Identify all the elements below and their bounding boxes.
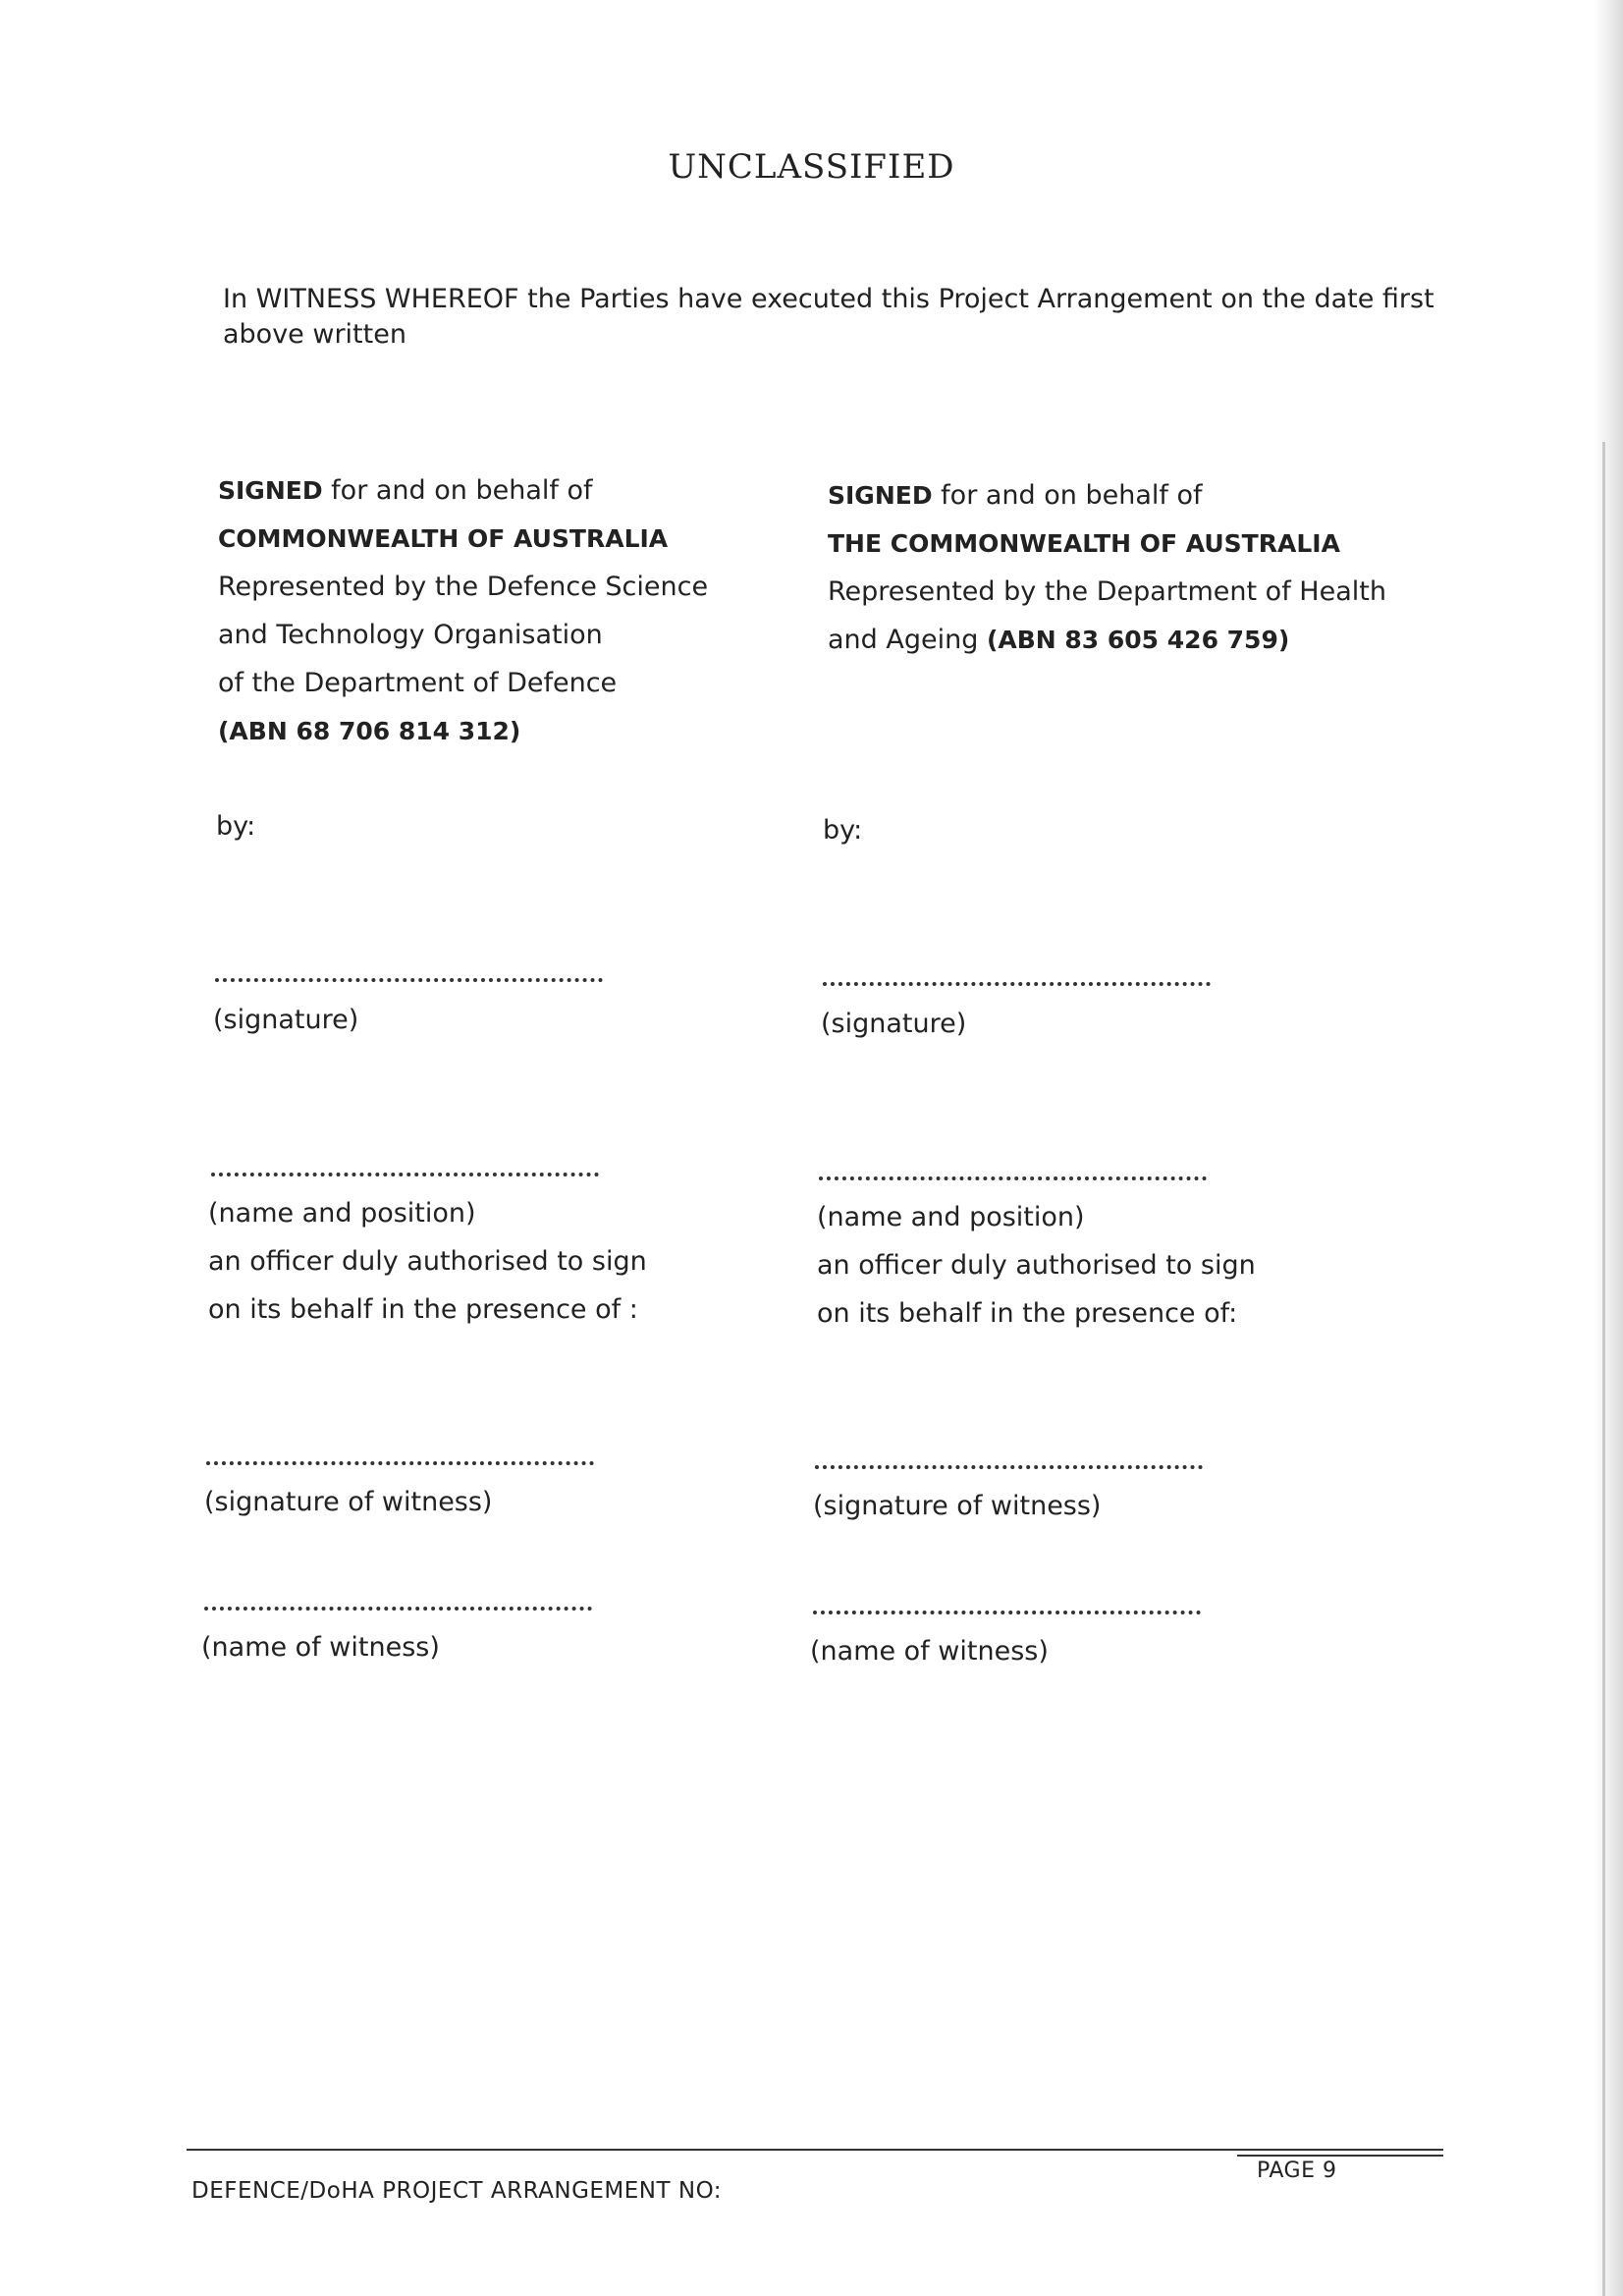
right-name-position-label: (name and position) [817,1202,1085,1232]
left-witness-signature-label: (signature of witness) [204,1487,493,1517]
footer-arrangement-label: DEFENCE/DoHA PROJECT ARRANGEMENT NO: [191,2178,723,2204]
left-name-position-label: (name and position) [208,1198,476,1229]
right-rep-line1: Represented by the Department of Health [828,576,1386,607]
witness-clause: In WITNESS WHEREOF the Parties have executed this Project Arrangement on the date first above written [223,284,1434,350]
right-rep-line2-prefix: and Ageing [828,625,987,655]
page-edge-shadow [1594,0,1623,2296]
left-rep-line3: of the Department of Defence [218,668,618,698]
right-signature-label: (signature) [821,1009,967,1039]
left-officer-line1: an officer duly authorised to sign [208,1246,647,1277]
right-signature-line [823,982,1211,986]
footer-page-number: PAGE 9 [1257,2159,1337,2183]
right-witness-signature-line [815,1465,1203,1469]
classification-heading: UNCLASSIFIED [668,147,955,187]
right-signed-bold: SIGNED [828,481,933,510]
left-party-name: COMMONWEALTH OF AUSTRALIA [218,524,669,553]
left-signed-rest: for and on behalf of [322,475,593,506]
right-witness-signature-label: (signature of witness) [813,1491,1102,1521]
right-party-block [828,471,1386,664]
right-abn: (ABN 83 605 426 759) [986,626,1290,654]
right-officer-line1: an officer duly authorised to sign [817,1250,1256,1281]
left-officer-line2: on its behalf in the presence of : [208,1294,638,1325]
footer-rule [187,2149,1443,2151]
left-signed-line [218,466,708,515]
left-witness-signature-line [206,1461,594,1465]
right-officer-line2: on its behalf in the presence of: [817,1298,1238,1329]
left-signature-line [215,978,603,982]
left-party-block [218,466,708,755]
left-witness-name-label: (name of witness) [201,1632,440,1663]
left-signed-bold: SIGNED [218,476,323,505]
right-signed-rest: for and on behalf of [932,480,1203,511]
left-witness-name-line [204,1607,592,1611]
right-party-name: THE COMMONWEALTH OF AUSTRALIA [828,529,1340,558]
left-abn: (ABN 68 706 814 312) [218,717,521,745]
footer-rule-right [1237,2155,1443,2157]
left-by-label: by: [216,811,256,842]
right-witness-name-label: (name of witness) [810,1636,1049,1667]
page-edge-line [1602,442,1605,2296]
right-witness-name-line [813,1611,1201,1614]
left-rep-line1: Represented by the Defence Science [218,572,709,602]
right-name-position-line [819,1176,1207,1180]
left-rep-line2: and Technology Organisation [218,620,603,650]
right-signed-line [828,471,1386,519]
right-rep-line2 [828,616,1386,664]
left-signature-label: (signature) [213,1005,359,1035]
left-name-position-line [211,1173,599,1176]
right-by-label: by: [823,815,863,846]
